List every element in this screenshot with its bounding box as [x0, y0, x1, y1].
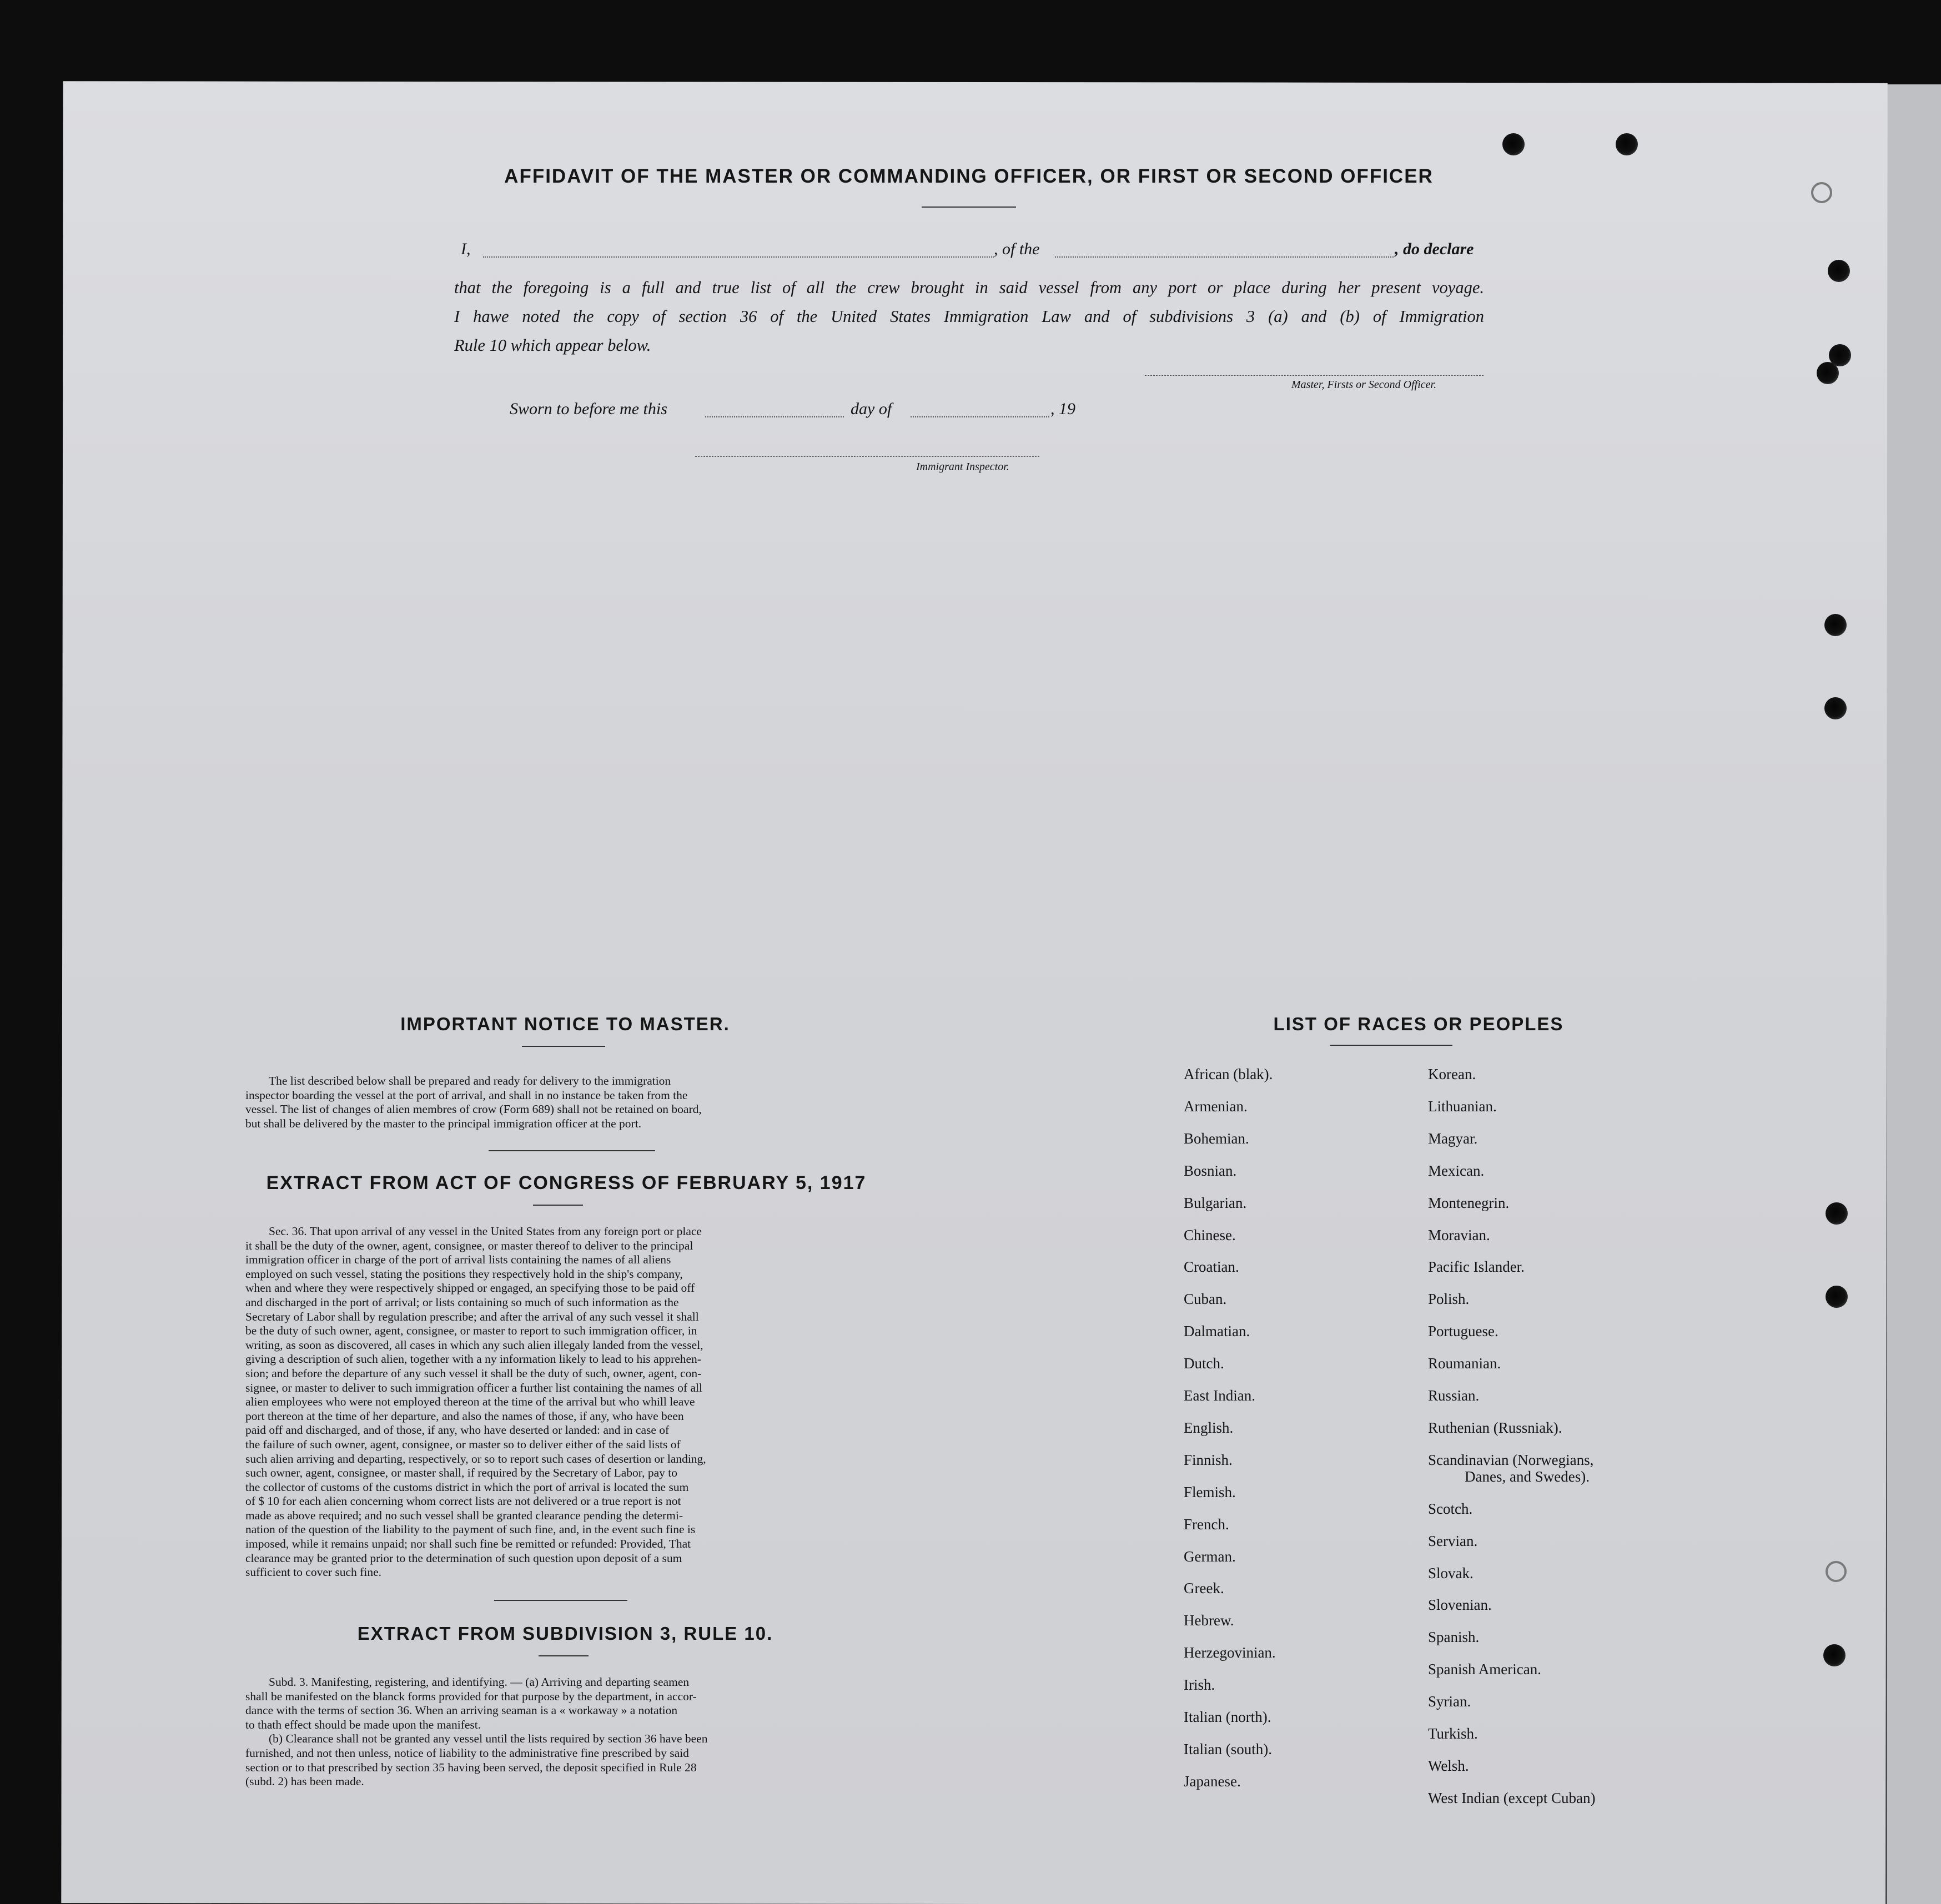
affidavit-body [454, 273, 1484, 360]
race-item: Korean. [1428, 1066, 1476, 1082]
race-item: Flemish. [1184, 1483, 1236, 1500]
congress-extract-body [245, 1225, 884, 1580]
affidavit-line-3: I hawe noted the copy of section 36 of the United States Immigration Law and of subdivisions 3 (a) and (b) of Immigration [454, 307, 1484, 326]
rule-line: (subd. 2) has been made. [245, 1775, 364, 1789]
affidavit-title: AFFIDAVIT OF THE MASTER OR COMMANDING OFFICER, OR FIRST OR SECOND OFFICER [504, 165, 1434, 187]
punch-hole [1824, 614, 1847, 636]
rule-extract-title: EXTRACT FROM SUBDIVISION 3, RULE 10. [357, 1623, 773, 1644]
congress-line: made as above required; and no such vessel shall be granted clearance pending the determi- [245, 1508, 683, 1522]
race-item: Servian. [1428, 1532, 1478, 1549]
notice-line: The list described below shall be prepared and ready for delivery to the immigration [269, 1074, 671, 1087]
sworn-month-line [911, 416, 1049, 417]
congress-line: Secretary of Labor shall by regulation prescribe; and after the arrival of any such vessel it shall [245, 1309, 699, 1323]
rule-line: Subd. 3. Manifesting, registering, and identifying. — (a) Arriving and departing seamen [269, 1675, 690, 1689]
rule-extract-body [245, 1675, 884, 1789]
punch-hole [1828, 260, 1850, 282]
affidavit-vessel-prefix: , of the [994, 240, 1040, 258]
race-item: Slovak. [1428, 1564, 1474, 1581]
vessel-name-line [1055, 256, 1394, 258]
punch-hole [1824, 697, 1847, 719]
sworn-year: , 19 [1050, 400, 1075, 418]
rule-line: section or to that prescribed by section 35 having been served, the deposit specified in Rule 28 [245, 1760, 697, 1774]
congress-line: Sec. 36. That upon arrival of any vessel in the United States from any foreign port or place [269, 1225, 702, 1238]
race-item: Russian. [1428, 1387, 1480, 1404]
race-item: Irish. [1184, 1676, 1215, 1694]
punch-hole [1817, 362, 1839, 384]
race-item: Syrian. [1428, 1693, 1471, 1710]
notice-body [245, 1074, 884, 1131]
race-item: Italian (north). [1184, 1709, 1271, 1725]
race-item: Bulgarian. [1184, 1194, 1247, 1211]
race-item: Spanish. [1428, 1629, 1480, 1646]
congress-line: the collector of customs of the customs district in which the port of arrival is located the sum [245, 1480, 689, 1494]
race-item: German. [1184, 1548, 1236, 1565]
race-item: Polish. [1428, 1291, 1470, 1308]
congress-line: employed on such vessel, stating the positions they respectively hold in the ship's company, [245, 1267, 683, 1281]
congress-line: immigration officer in charge of the port of arrival lists containing the names of all aliens [245, 1253, 671, 1267]
declarant-name-line [483, 256, 994, 258]
congress-line: of $ 10 for each alien concerning whom correct lists are not delivered or a true report is not [245, 1494, 681, 1508]
race-item: East Indian. [1184, 1387, 1255, 1404]
congress-line: such alien arriving and departing, respectively, or so to report such cases of desertion or landing, [245, 1452, 706, 1465]
notice-line: but shall be delivered by the master to the principal immigration officer at the port. [245, 1116, 642, 1130]
race-item: Japanese. [1184, 1772, 1241, 1790]
sworn-day-line [705, 416, 844, 417]
rule-line: furnished, and not then unless, notice of liability to the administrative fine prescribed by said [245, 1746, 689, 1760]
race-item: Moravian. [1428, 1226, 1490, 1243]
races-title-rule [1330, 1045, 1452, 1046]
congress-line: writing, as soon as discovered, all cases in which any such alien illegaly landed from the vessel, [245, 1338, 703, 1352]
race-item: African (blak). [1184, 1066, 1273, 1082]
race-item: Chinese. [1184, 1226, 1236, 1243]
title-rule [922, 206, 1016, 208]
race-item: Scotch. [1428, 1500, 1473, 1517]
race-item: Turkish. [1428, 1725, 1478, 1742]
race-item: Greek. [1184, 1580, 1224, 1597]
rule-line: to thath effect should be made upon the manifest. [245, 1717, 481, 1731]
congress-line: port thereon at the time of her departure, and also the names of those, if any, who have been [245, 1409, 684, 1423]
congress-extract-title: EXTRACT FROM ACT OF CONGRESS OF FEBRUARY 5, 1917 [266, 1172, 867, 1193]
notice-line: vessel. The list of changes of alien membres of crow (Form 689) shall not be retained on board, [245, 1102, 702, 1116]
sworn-day-of: day of [851, 400, 892, 418]
affidavit-declare-text: , do declare [1395, 240, 1474, 258]
congress-line: alien employees who were not employed thereon at the time of the arrival but who whill leave [245, 1395, 695, 1409]
race-item: Herzegovinian. [1184, 1644, 1276, 1661]
races-title: LIST OF RACES OR PEOPLES [1273, 1014, 1564, 1034]
race-item: Pacific Islander. [1428, 1258, 1525, 1276]
congress-line: signee, or master to deliver to such immigration officer a further list containing the names of all [245, 1381, 702, 1394]
rule-line: shall be manifested on the blanck forms provided for that purpose by the department, in accor- [245, 1689, 697, 1703]
race-item: Montenegrin. [1428, 1194, 1510, 1211]
race-item: Armenian. [1184, 1097, 1248, 1115]
punch-hole [1826, 1202, 1848, 1225]
race-item: Bohemian. [1184, 1130, 1249, 1147]
affidavit-line-2: that the foregoing is a full and true list of all the crew brought in said vessel from any port or place during her present voyage. [454, 278, 1484, 297]
race-item: Dalmatian. [1184, 1323, 1250, 1340]
rule-line: dance with the terms of section 36. When an arriving seaman is a « workaway » a notation [245, 1704, 678, 1717]
congress-line: when and where they were respectively shipped or engaged, an specifying those to be paid off [245, 1281, 695, 1295]
congress-line: be the duty of such owner, agent, consignee, or master to report to such immigration officer, in [245, 1324, 697, 1338]
race-item: Croatian. [1184, 1258, 1239, 1276]
race-item: Portuguese. [1428, 1323, 1499, 1340]
congress-line: imposed, while it remains unpaid; nor shall such fine be remitted or refunded: Provided, That [245, 1537, 691, 1551]
congress-line: it shall be the duty of the owner, agent, consignee, or master thereof to deliver to the principal [245, 1238, 693, 1252]
facing-page-edge [1887, 84, 1941, 1904]
punch-hole [1823, 1644, 1846, 1666]
race-item: French. [1184, 1515, 1229, 1533]
congress-line: such owner, agent, consignee, or master shall, if required by the Secretary of Labor, pay to [245, 1466, 677, 1480]
race-item: Welsh. [1428, 1757, 1469, 1774]
sworn-text: Sworn to before me this [510, 400, 667, 418]
congress-line: and discharged in the port of arrival; or lists containing so much of such information as the [245, 1295, 679, 1309]
race-item: Spanish American. [1428, 1661, 1541, 1678]
race-item: Hebrew. [1184, 1612, 1234, 1629]
notice-line: inspector boarding the vessel at the port of arrival, and shall in no instance be taken from the [245, 1088, 688, 1102]
punch-hole [1826, 1286, 1848, 1308]
race-item: Lithuanian. [1428, 1097, 1497, 1115]
race-item: Roumanian. [1428, 1355, 1501, 1372]
congress-line: giving a description of such alien, together with a ny information likely to lead to his apprehen- [245, 1352, 701, 1366]
congress-line: nation of the question of the liability to the payment of such fine, and, in the event such fine is [245, 1523, 696, 1537]
race-item: Italian (south). [1184, 1740, 1272, 1757]
race-item: Slovenian. [1428, 1596, 1492, 1614]
race-item: Dutch. [1184, 1355, 1224, 1372]
notice-title: IMPORTANT NOTICE TO MASTER. [400, 1014, 730, 1034]
race-item: English. [1184, 1419, 1234, 1436]
congress-line: the failure of such owner, agent, consignee, or master so to deliver either of the said lists of [245, 1437, 681, 1451]
officer-signature-label: Master, Firsts or Second Officer. [1291, 379, 1437, 391]
officer-signature-line [1145, 375, 1484, 376]
congress-line: paid off and discharged, and of those, if any, who have deserted or landed: and in case of [245, 1423, 670, 1437]
inspector-label: Immigrant Inspector. [916, 461, 1009, 473]
affidavit-declarant-prefix: I, [461, 240, 471, 258]
race-item: Bosnian. [1184, 1162, 1237, 1179]
race-item: Ruthenian (Russniak). [1428, 1419, 1562, 1436]
congress-line: sufficient to cover such fine. [245, 1565, 381, 1579]
congress-line: sion; and before the departure of any such vessel it shall be the duty of such, owner, agent, con- [245, 1366, 702, 1380]
race-item: Magyar. [1428, 1130, 1478, 1147]
notice-divider [489, 1150, 655, 1151]
congress-divider [494, 1600, 627, 1601]
congress-line: clearance may be granted prior to the determination of such question upon deposit of a sum [245, 1551, 682, 1565]
inspector-signature-line [695, 456, 1039, 457]
affidavit-line-4: Rule 10 which appear below. [454, 336, 651, 355]
punch-hole [1811, 182, 1832, 203]
race-item: Scandinavian (Norwegians, [1428, 1451, 1594, 1468]
punch-hole [1502, 133, 1525, 155]
rule-title-rule [539, 1655, 589, 1656]
congress-title-rule [533, 1205, 583, 1206]
race-item: Mexican. [1428, 1162, 1485, 1179]
race-item: Danes, and Swedes). [1465, 1468, 1590, 1485]
punch-hole [1826, 1561, 1847, 1582]
rule-line: (b) Clearance shall not be granted any vessel until the lists required by section 36 have been [269, 1732, 708, 1746]
race-item: Cuban. [1184, 1291, 1227, 1308]
race-item: West Indian (except Cuban) [1428, 1789, 1596, 1806]
race-item: Finnish. [1184, 1451, 1233, 1468]
notice-title-rule [522, 1046, 605, 1047]
punch-hole [1616, 133, 1638, 155]
